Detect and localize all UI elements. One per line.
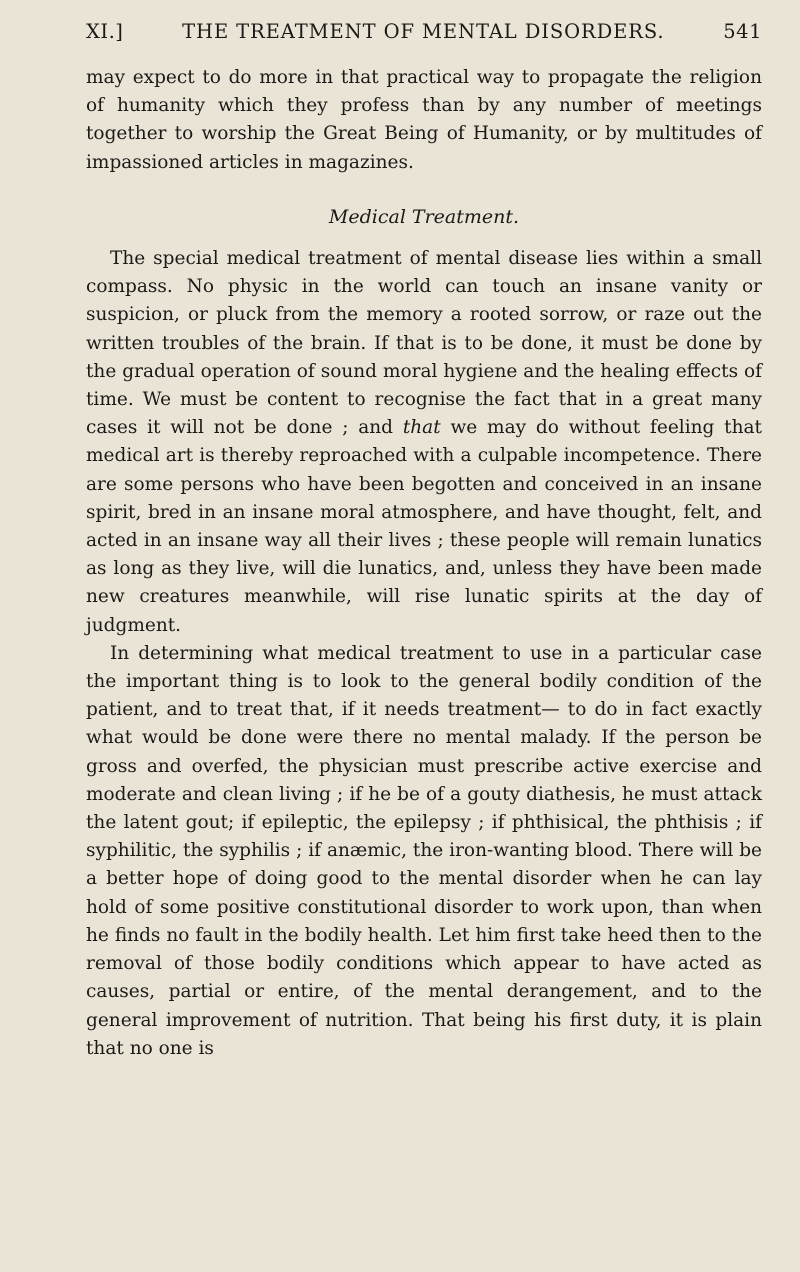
- paragraph-text-part1: The special medical treatment of mental disease lies within a small compass. No physic in the world can touch an insane vanity or suspicion, or pluck from the memory a rooted sorrow, or raze out the written troubles of the brain. If that is to be done, it must be done by the gradual operation of sound moral hygiene and the healing effects of time. We must be content to recognise the fact that in a great many cases it will not be done ; and: [86, 248, 762, 439]
- paragraph-determining-treatment: In determining what medical treatment to use in a particular case the important thing is to look to the general bodily condition of the patient, and to treat that, if it needs treatment— to do in fact exactly what would be done were there no mental malady. If the person be gross and overfed, the physician must prescribe active exercise and moderate and clean living ; if he be of a gouty diathesis, he must attack the latent gout; if epileptic, the epilepsy ; if phthisical, the phthisis ; if syphilitic, the syphilis ; if anæmic, the iron-wanting blood. There will be a better hope of doing good to the mental disorder when he can lay hold of some positive constitutional disorder to work upon, than when he finds no fault in the bodily health. Let him first take heed then to the removal of those bodily conditions which appear to have acted as causes, partial or entire, of the mental derangement, and to the general improvement of nutrition. That being his first duty, it is plain that no one is: [86, 642, 762, 1059]
- emphasized-word: that: [402, 417, 441, 439]
- section-heading: Medical Treatment.: [328, 205, 520, 228]
- running-title: THE TREATMENT OF MENTAL DISORDERS.: [182, 20, 665, 43]
- chapter-number: XI.]: [86, 20, 124, 43]
- body-text: [86, 64, 762, 1063]
- paragraph-continuation: may expect to do more in that practical way to propagate the religion of humanity which they profess than by any number of meetings together to worship the Great Being of Humanity, or by multitudes of impassioned articles in magazines.: [86, 67, 762, 173]
- paragraph-text-part2: we may do without feeling that medical art is thereby reproached with a culpable incompetence. There are some persons who have been begotten and conceived in an insane spirit, bred in an insane moral atmosphere, and have thought, felt, and acted in an insane way all their lives ; these people will remain lunatics as long as they live, will die lunatics, and, unless they have been made new creatures meanwhile, will rise lunatic spirits at the day of judgment.: [86, 417, 762, 636]
- running-header: [86, 20, 762, 50]
- page-number: 541: [723, 20, 762, 43]
- paragraph-medical-treatment: [86, 245, 762, 640]
